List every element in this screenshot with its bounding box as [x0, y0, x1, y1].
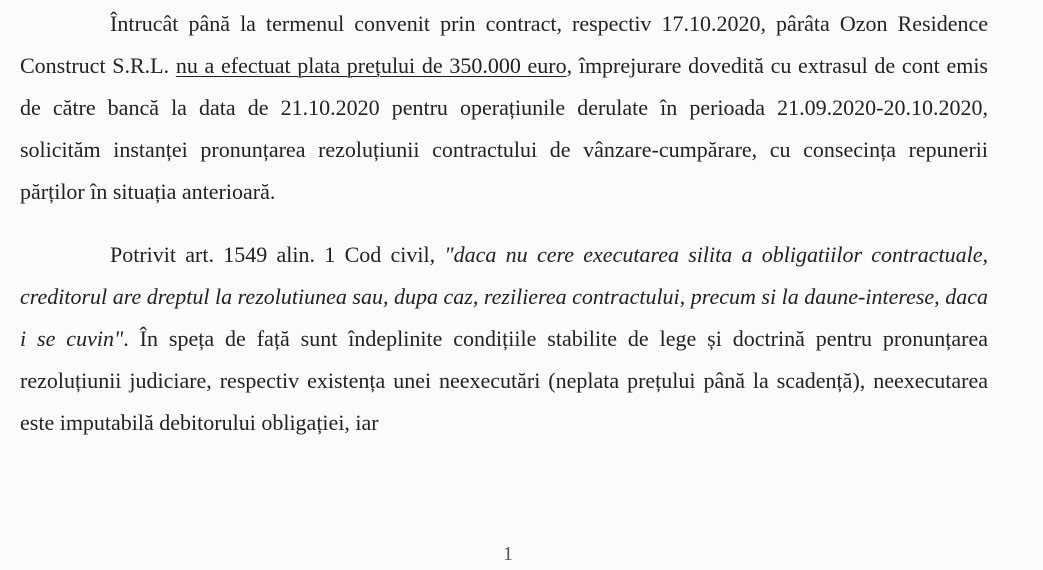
civil-code-quote: "daca nu cere executarea silita a obligatiilor contractuale, creditorul are dreptul la rezolutiunea sau, dupa caz, rezilierea contractului, precum si la daune-interese, daca i se cuvin": [20, 242, 988, 351]
paragraph1-text-start: Întrucât până la termenul convenit prin contract, respectiv 17.10.2020, pârâta Ozon Residence Construct S.R.L.: [20, 11, 988, 78]
paragraph-civil-code-citation: [20, 234, 988, 444]
paragraph2-lead: Potrivit art. 1549 alin. 1 Cod civil,: [110, 242, 445, 267]
paragraph2-rest: . În speța de față sunt îndeplinite condițiile stabilite de lege și doctrină pentru pronunțarea rezoluțiunii judiciare, respectiv existența unei neexecutări (neplata prețului până la scadență), neexecutarea este imputabilă debitorului obligației, iar: [20, 326, 988, 435]
paragraph-contract-rescission: [20, 3, 988, 213]
page-number: 1: [503, 543, 513, 565]
underlined-payment-failure: nu a efectuat plata prețului de 350.000 euro: [175, 53, 567, 78]
paragraph1-text-end: , împrejurare dovedită cu extrasul de cont emis de către bancă la data de 21.10.2020 pentru operațiunile derulate în perioada 21.09.2020-20.10.2020, solicităm instanței pronunțarea rezoluțiunii contractului de vânzare-cumpărare, cu consecința repunerii părților în situația anterioară.: [20, 53, 988, 204]
